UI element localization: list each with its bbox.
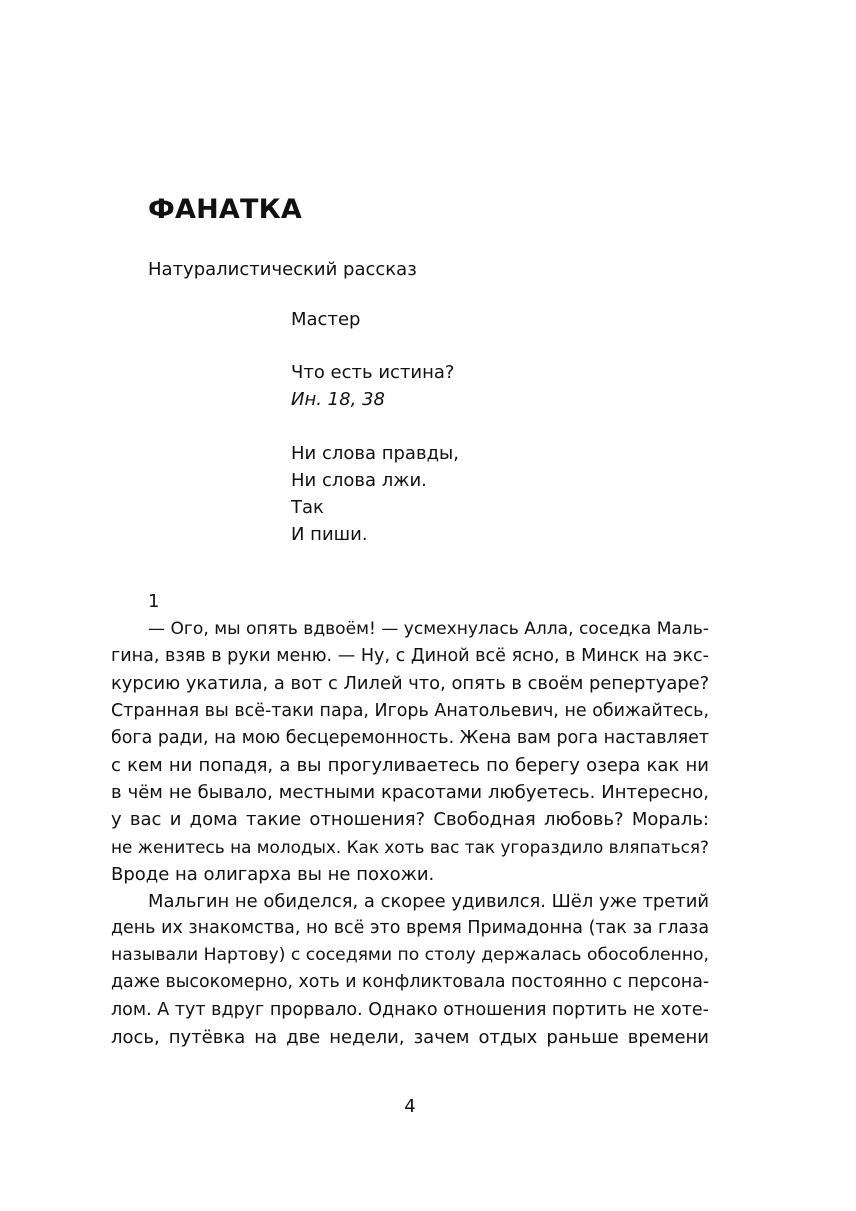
body-line: гина, взяв в руки меню. — Ну, с Диной всё ясно, в Минск на экс- bbox=[111, 646, 709, 667]
body-line: не женитесь на молодых. Как хоть вас так угораздило вляпаться? bbox=[111, 836, 709, 857]
epigraph-quote-text: Что есть истина? bbox=[291, 362, 455, 383]
body-line: лось, путёвка на две недели, зачем отдых раньше времени bbox=[111, 1026, 709, 1048]
page-number: 4 bbox=[404, 1096, 416, 1117]
chapter-number: 1 bbox=[148, 591, 160, 612]
body-line: в чём не бывало, местными красотами любуетесь. Интересно, bbox=[111, 782, 709, 804]
body-line: у вас и дома такие отношения? Свободная любовь? Мораль: bbox=[111, 809, 709, 831]
poem-line: И пиши. bbox=[291, 524, 368, 545]
body-line: лом. А тут вдруг прорвало. Однако отношения портить не хоте- bbox=[111, 999, 709, 1020]
body-line: Мальгин не обиделся, а скорее удивился. Шёл уже третий bbox=[148, 890, 709, 912]
story-subtitle: Натуралистический рассказ bbox=[148, 259, 417, 280]
poem-line: Так bbox=[291, 497, 324, 518]
poem-line: Ни слова лжи. bbox=[291, 470, 427, 491]
body-line: даже высокомерно, хоть и конфликтовала постоянно с персона- bbox=[111, 972, 709, 993]
body-line: Вроде на олигарха вы не похожи. bbox=[111, 863, 435, 885]
body-line: с кем ни попадя, а вы прогуливаетесь по берегу озера как ни bbox=[111, 754, 709, 776]
dedication bbox=[291, 306, 360, 333]
epigraph-quote bbox=[291, 359, 454, 413]
body-line: бога ради, на мою бесцеремонность. Жена вам рога наставляет bbox=[111, 727, 709, 748]
body-line: день их знакомства, но всё это время Примадонна (так за глаза bbox=[111, 918, 709, 939]
body-line: называли Нартову) с соседями по столу держалась обособленно, bbox=[111, 945, 709, 966]
body-line: Странная вы всё-таки пара, Игорь Анатольевич, не обижайтесь, bbox=[111, 700, 709, 721]
body-line: курсию укатила, а вот с Лилей что, опять в своём репертуаре? bbox=[111, 673, 709, 695]
epigraph-poem bbox=[291, 440, 459, 548]
poem-line: Ни слова правды, bbox=[291, 443, 459, 464]
epigraph-quote-reference: Ин. 18, 38 bbox=[291, 389, 385, 410]
dedication-text: Мастер bbox=[291, 309, 361, 330]
story-title: ФАНАТКА bbox=[148, 194, 302, 225]
body-line: — Ого, мы опять вдвоём! — усмехнулась Алла, соседка Маль- bbox=[148, 619, 709, 639]
body-text bbox=[111, 616, 709, 1051]
